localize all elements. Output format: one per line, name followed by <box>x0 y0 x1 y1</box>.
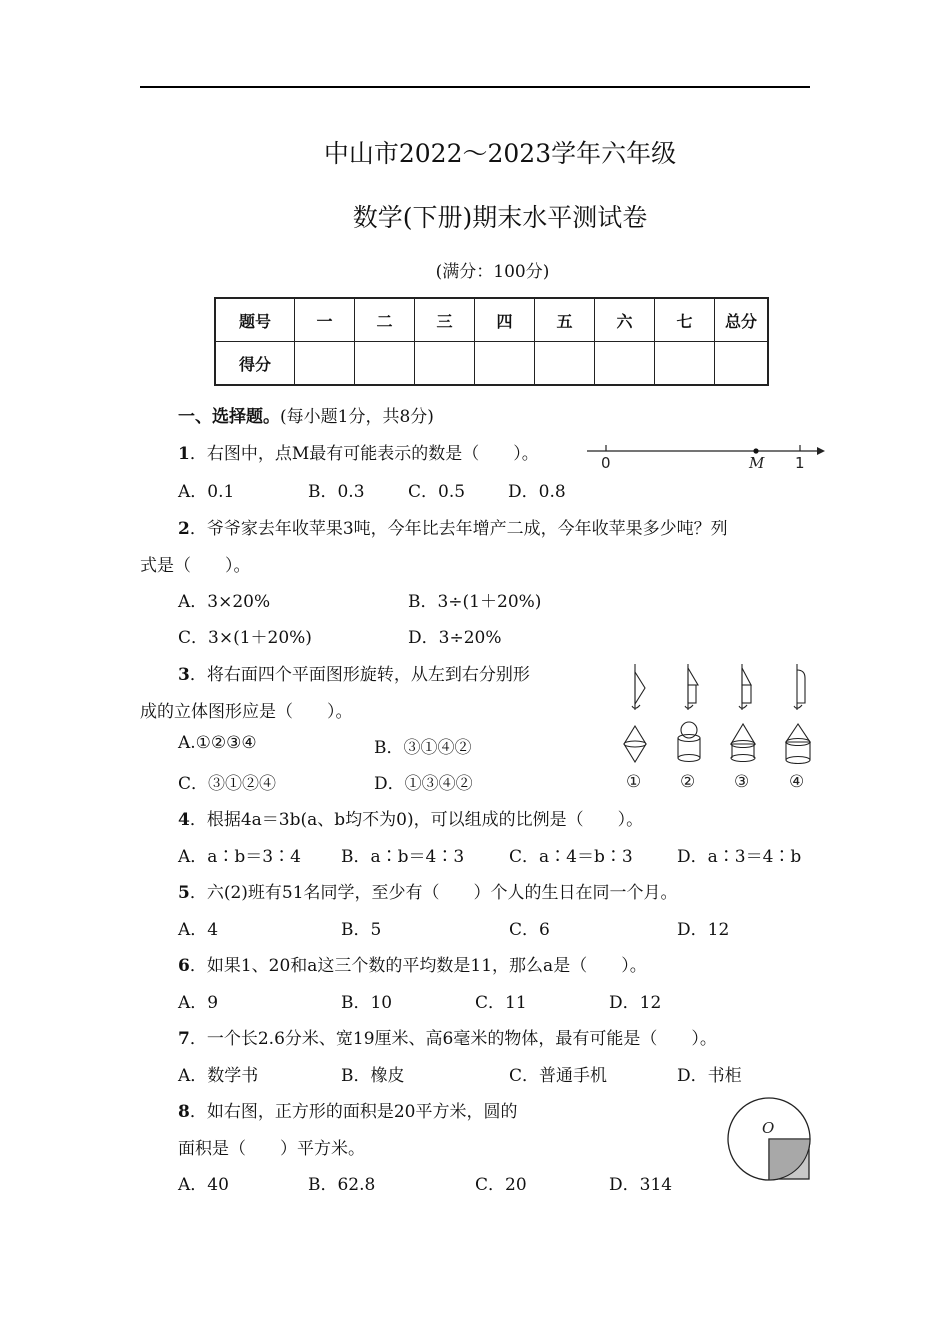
title-line-1: 中山市2022～2023学年六年级 <box>323 139 677 168</box>
plane-shape-1 <box>632 664 645 710</box>
score-cell[interactable] <box>715 342 769 386</box>
question-number: 6 <box>178 956 190 976</box>
question-number: 5 <box>178 883 190 903</box>
figure-label-2: ② <box>680 772 696 792</box>
top-rule <box>140 86 810 88</box>
question-stem-continued: 成的立体图形应是（ ）。 <box>140 702 353 722</box>
score-cell[interactable] <box>295 342 355 386</box>
question-stem: ．如右图，正方形的面积是20平方米，圆的 <box>189 1102 518 1122</box>
header-cell: 一 <box>295 298 355 342</box>
question-number: 4 <box>178 810 190 830</box>
score-cell[interactable] <box>655 342 715 386</box>
header-cell: 题号 <box>215 298 295 342</box>
figure-label-1: ① <box>626 772 642 792</box>
option[interactable]: D．a∶3＝4∶b <box>677 847 802 867</box>
figure-label-3: ③ <box>734 772 750 792</box>
question-number: 7 <box>178 1029 190 1049</box>
option[interactable]: A．40 <box>178 1175 229 1195</box>
option[interactable]: D．书柜 <box>677 1066 742 1086</box>
score-cell[interactable] <box>535 342 595 386</box>
question-stem: ．如果1、20和a这三个数的平均数是11，那么a是（ ）。 <box>189 956 647 976</box>
arrow-head-icon <box>817 447 825 455</box>
label-zero: 0 <box>601 454 611 472</box>
solid-4-cone-cylinder <box>786 724 810 764</box>
option[interactable]: B．a∶b＝4∶3 <box>341 847 465 867</box>
score-cell[interactable] <box>415 342 475 386</box>
score-table-header-row <box>215 298 768 342</box>
section-title: 一、选择题。 <box>178 407 280 427</box>
header-cell: 四 <box>475 298 535 342</box>
solid-3-cone-on-cylinder <box>731 724 755 762</box>
question-stem: ．爷爷家去年收苹果3吨，今年比去年增产二成，今年收苹果多少吨？列 <box>189 519 728 539</box>
option[interactable]: B．0.3 <box>308 482 365 502</box>
question-stem-continued: 面积是（ ）平方米。 <box>178 1139 365 1159</box>
score-cell[interactable] <box>355 342 415 386</box>
option[interactable]: B．③①④② <box>374 738 472 758</box>
option[interactable]: C．20 <box>475 1175 527 1195</box>
option[interactable]: B．橡皮 <box>341 1066 405 1086</box>
option[interactable]: D．3÷20% <box>408 628 502 648</box>
number-line-figure <box>585 440 830 472</box>
question-8 <box>178 1097 517 1122</box>
option[interactable]: A．0.1 <box>178 482 235 502</box>
question-number: 2 <box>178 519 190 539</box>
option[interactable]: C．0.5 <box>408 482 466 502</box>
option[interactable]: C．③①②④ <box>178 774 277 794</box>
option[interactable]: C．11 <box>475 993 527 1013</box>
plane-shape-4 <box>794 664 805 710</box>
question-stem-continued: 式是（ ）。 <box>140 556 251 576</box>
option[interactable]: A.①②③④ <box>178 733 257 753</box>
plane-shape-3 <box>739 664 751 710</box>
option[interactable]: A．4 <box>178 920 219 940</box>
option[interactable]: D．314 <box>609 1175 673 1195</box>
question-stem: ．六(2)班有51名同学，至少有（ ）个人的生日在同一个月。 <box>189 883 678 903</box>
option[interactable]: D．0.8 <box>508 482 566 502</box>
question-7 <box>178 1024 717 1049</box>
question-number: 3 <box>178 665 190 685</box>
option[interactable]: D．12 <box>609 993 662 1013</box>
center-label: O <box>762 1119 775 1137</box>
option[interactable]: A．9 <box>178 993 219 1013</box>
section-note: (每小题1分，共8分) <box>280 407 434 427</box>
header-cell: 五 <box>535 298 595 342</box>
title-line-2: 数学(下册)期末水平测试卷 <box>352 203 648 232</box>
header-cell: 二 <box>355 298 415 342</box>
figure-label-4: ④ <box>789 772 805 792</box>
option[interactable]: B．5 <box>341 920 382 940</box>
plane-shape-2 <box>685 664 698 710</box>
point-m <box>753 448 758 453</box>
option[interactable]: B．10 <box>341 993 393 1013</box>
row-label: 得分 <box>215 342 295 386</box>
label-m: M <box>749 454 765 472</box>
question-stem: ．右图中，点M最有可能表示的数是（ ）。 <box>189 444 539 464</box>
question-3 <box>178 660 530 685</box>
question-stem: ．一个长2.6分米、宽19厘米、高6毫米的物体，最有可能是（ ）。 <box>189 1029 717 1049</box>
section-heading <box>178 402 434 427</box>
header-cell: 六 <box>595 298 655 342</box>
score-cell[interactable] <box>595 342 655 386</box>
question-number: 1 <box>178 444 190 464</box>
option[interactable]: A．数学书 <box>178 1066 259 1086</box>
question-1 <box>178 439 539 464</box>
label-one: 1 <box>795 454 805 472</box>
header-cell: 总分 <box>715 298 769 342</box>
option[interactable]: C．a∶4＝b∶3 <box>509 847 633 867</box>
option[interactable]: B．62.8 <box>308 1175 376 1195</box>
option[interactable]: A．a∶b＝3∶4 <box>178 847 301 867</box>
header-cell: 三 <box>415 298 475 342</box>
option[interactable]: C．6 <box>509 920 550 940</box>
score-table <box>214 297 769 386</box>
solid-2-cylinder-with-sphere <box>678 722 700 762</box>
score-table-score-row <box>215 342 768 386</box>
option[interactable]: C．普通手机 <box>509 1066 608 1086</box>
question-2 <box>178 514 728 539</box>
option[interactable]: D．12 <box>677 920 730 940</box>
full-score: (满分：100分) <box>435 262 550 282</box>
option[interactable]: C．3×(1＋20%) <box>178 628 312 648</box>
question-4 <box>178 805 643 830</box>
rotation-figure <box>612 660 822 795</box>
question-number: 8 <box>178 1102 190 1122</box>
circle-square-figure <box>724 1094 816 1186</box>
option[interactable]: A．3×20% <box>178 592 271 612</box>
question-stem: ．根据4a＝3b(a、b均不为0)，可以组成的比例是（ ）。 <box>189 810 644 830</box>
question-6 <box>178 951 647 976</box>
score-cell[interactable] <box>475 342 535 386</box>
question-stem: ．将右面四个平面图形旋转，从左到右分别形 <box>189 665 530 685</box>
header-cell: 七 <box>655 298 715 342</box>
question-5 <box>178 878 678 903</box>
option[interactable]: D．①③④② <box>374 774 473 794</box>
option[interactable]: B．3÷(1＋20%) <box>408 592 542 612</box>
solid-1-double-cone <box>624 726 646 762</box>
